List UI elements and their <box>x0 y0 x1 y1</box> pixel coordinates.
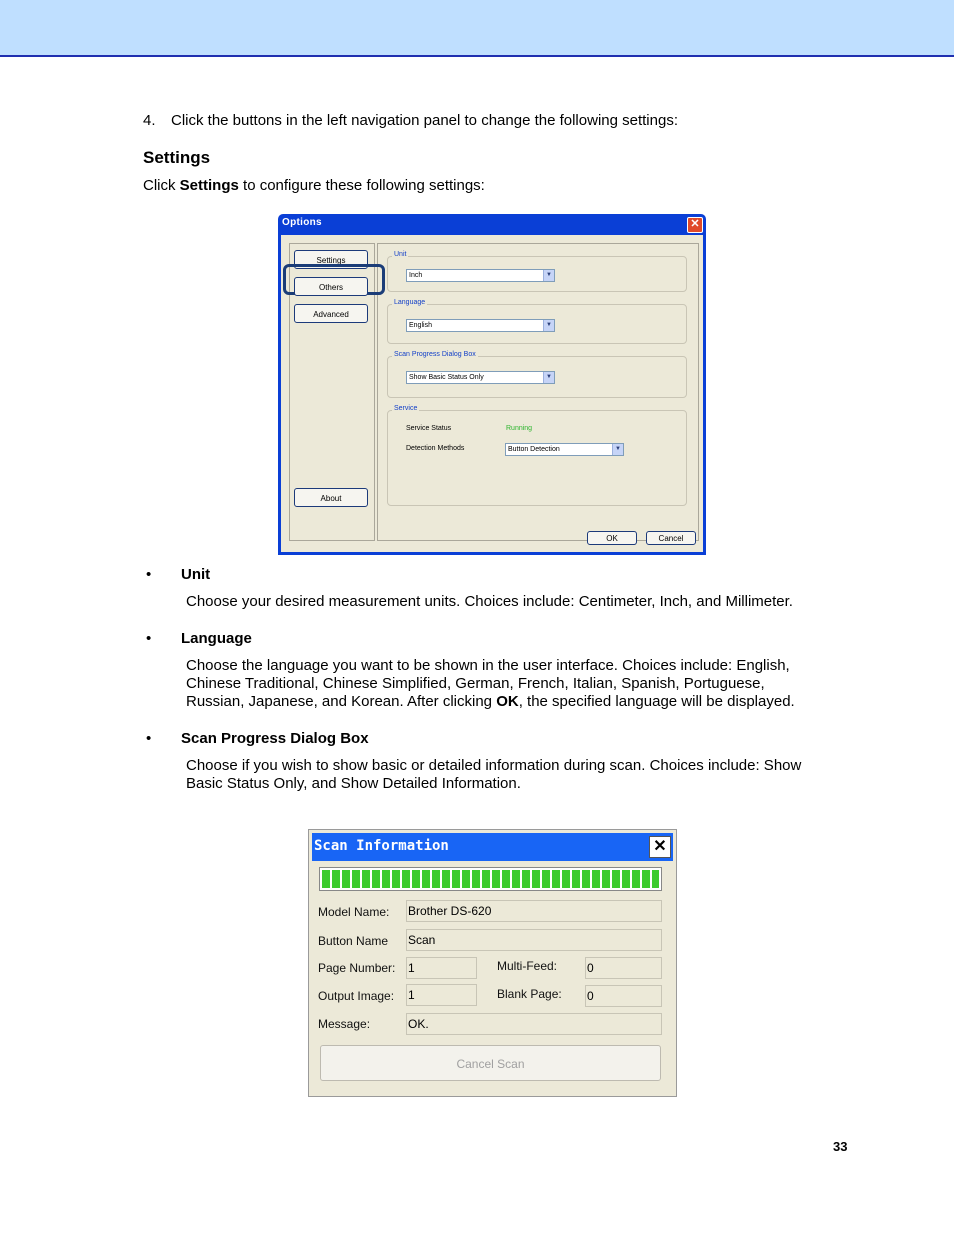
bullet-text-language-2: Chinese Traditional, Chinese Simplified, German, French, Italian, Spanish, Portuguese, <box>186 675 765 692</box>
options-dialog <box>278 214 706 555</box>
close-icon[interactable]: ✕ <box>687 217 703 233</box>
close-icon[interactable]: ✕ <box>649 836 671 858</box>
service-status-value: Running <box>506 425 533 432</box>
language-group-label: Language <box>394 299 426 306</box>
blank-page-field: 0 <box>585 985 662 1007</box>
chevron-down-icon: ▼ <box>543 320 554 331</box>
scan-title-bar <box>312 833 673 861</box>
options-title: Options <box>282 217 322 228</box>
header-band <box>0 0 954 57</box>
language-line3-bold: OK <box>496 693 519 710</box>
service-group-label: Service <box>394 405 418 412</box>
bullet-title-scan-progress: Scan Progress Dialog Box <box>181 730 369 747</box>
model-name-field: Brother DS-620 <box>406 900 662 922</box>
page-number: 33 <box>833 1139 848 1154</box>
message-label: Message: <box>318 1017 371 1031</box>
page-number-label: Page Number: <box>318 961 396 975</box>
unit-group <box>387 251 687 292</box>
nav-settings-button[interactable]: Settings <box>294 250 368 269</box>
output-image-label: Output Image: <box>318 989 395 1003</box>
bullet-title-language: Language <box>181 630 252 647</box>
nav-others-button[interactable]: Others <box>294 277 368 296</box>
unit-group-label: Unit <box>394 251 407 258</box>
output-image-field: 1 <box>406 984 477 1006</box>
scan-title: Scan Information <box>314 838 449 854</box>
scan-progress-group-label: Scan Progress Dialog Box <box>394 351 476 358</box>
section-heading: Settings <box>143 148 211 167</box>
detection-methods-value: Button Detection <box>508 446 560 453</box>
intro-bold: Settings <box>179 177 239 194</box>
step-number: 4. <box>143 112 156 129</box>
options-client <box>281 235 703 552</box>
nav-about-button[interactable]: About <box>294 488 368 507</box>
ok-button[interactable]: OK <box>587 531 637 545</box>
bullet-dot: • <box>146 566 152 583</box>
language-line3-suffix: , the specified language will be displayed. <box>518 693 795 710</box>
language-value: English <box>409 322 432 329</box>
bullet-text-language-3 <box>186 693 795 711</box>
intro-prefix: Click <box>143 177 180 194</box>
intro-suffix: to configure these following settings: <box>238 177 485 194</box>
bullet-text-unit: Choose your desired measurement units. Choices include: Centimeter, Inch, and Millimeter. <box>186 593 793 610</box>
unit-value: Inch <box>409 272 423 279</box>
button-name-field: Scan <box>406 929 662 951</box>
scan-information-dialog <box>308 829 677 1097</box>
service-group <box>387 405 687 506</box>
bullet-text-scan-progress-1: Choose if you wish to show basic or detailed information during scan. Choices include: Show <box>186 757 802 774</box>
message-field: OK. <box>406 1013 662 1035</box>
model-name-label: Model Name: <box>318 905 390 919</box>
detection-methods-label: Detection Methods <box>406 445 465 452</box>
progress-fill <box>322 870 659 888</box>
scan-progress-select[interactable] <box>406 371 555 384</box>
language-group <box>387 299 687 344</box>
multi-feed-field: 0 <box>585 957 662 979</box>
scan-progress-group <box>387 351 687 398</box>
chevron-down-icon: ▼ <box>543 270 554 281</box>
bullet-dot: • <box>146 630 152 647</box>
scan-progress-bar <box>319 867 662 891</box>
nav-advanced-button[interactable]: Advanced <box>294 304 368 323</box>
unit-select[interactable] <box>406 269 555 282</box>
bullet-title-unit: Unit <box>181 566 211 583</box>
chevron-down-icon: ▼ <box>612 444 623 455</box>
cancel-scan-button[interactable]: Cancel Scan <box>320 1045 661 1081</box>
multi-feed-label: Multi-Feed: <box>497 959 558 973</box>
chevron-down-icon: ▼ <box>543 372 554 383</box>
section-intro <box>143 177 485 195</box>
language-select[interactable] <box>406 319 555 332</box>
service-status-label: Service Status <box>406 425 452 432</box>
language-line3-prefix: Russian, Japanese, and Korean. After clicking <box>186 693 497 710</box>
bullet-text-language-1: Choose the language you want to be shown in the user interface. Choices include: English, <box>186 657 790 674</box>
cancel-button[interactable]: Cancel <box>646 531 696 545</box>
detection-methods-select[interactable] <box>505 443 624 456</box>
bullet-text-scan-progress-2: Basic Status Only, and Show Detailed Information. <box>186 775 521 792</box>
bullet-dot: • <box>146 730 152 747</box>
blank-page-label: Blank Page: <box>497 987 562 1001</box>
scan-progress-value: Show Basic Status Only <box>409 374 484 381</box>
button-name-label: Button Name <box>318 934 389 948</box>
page-number-field: 1 <box>406 957 477 979</box>
step-text: Click the buttons in the left navigation panel to change the following settings: <box>171 112 678 129</box>
